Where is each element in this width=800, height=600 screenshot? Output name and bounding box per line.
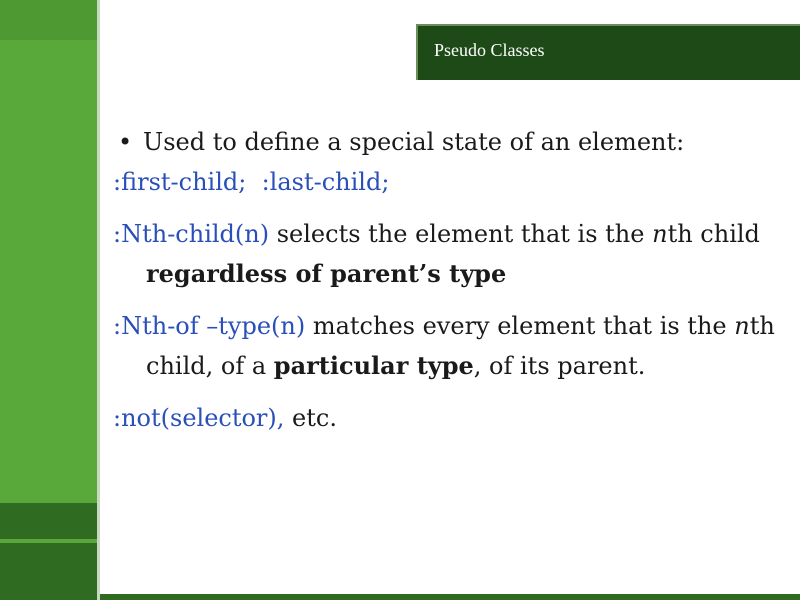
slide-title: Pseudo Classes — [434, 40, 545, 60]
text-etc: etc. — [284, 404, 337, 432]
code-nth-of-type: :Nth-of –type(n) — [113, 312, 306, 340]
left-divider-line — [97, 0, 100, 600]
bullet-icon: • — [118, 128, 133, 156]
line-nth-of-type — [113, 306, 793, 386]
italic-n: n — [652, 220, 668, 248]
line-not-selector — [113, 398, 793, 438]
bold-particular-type: particular type — [273, 351, 474, 380]
bold-regardless: regardless of parent’s type — [146, 259, 507, 288]
code-not-selector: :not(selector), — [113, 404, 285, 432]
line-first-last-child — [113, 162, 793, 202]
title-banner — [416, 24, 800, 80]
line-nth-child — [113, 214, 793, 294]
left-accent-top-band — [0, 0, 100, 40]
italic-n: n — [734, 312, 750, 340]
spacer — [113, 294, 793, 306]
left-accent-block — [0, 543, 100, 600]
slide-body — [113, 122, 793, 438]
code-first-last-child: :first-child; :last-child; — [113, 168, 390, 196]
bullet-text: Used to define a special state of an element: — [143, 128, 685, 156]
text-nth-of-type-c: , of its parent. — [473, 352, 646, 380]
spacer — [113, 202, 793, 214]
text-nth-of-type-b: th child, of a — [146, 312, 775, 380]
bullet-item — [113, 122, 793, 162]
text-nth-child-a: selects the element that is the — [269, 220, 653, 248]
code-nth-child: :Nth-child(n) — [113, 220, 270, 248]
bottom-accent-strip — [100, 594, 800, 600]
spacer — [113, 386, 793, 398]
text-nth-child-b: th child — [667, 220, 760, 248]
text-nth-of-type-a: matches every element that is the — [305, 312, 735, 340]
left-accent-block — [0, 503, 100, 539]
